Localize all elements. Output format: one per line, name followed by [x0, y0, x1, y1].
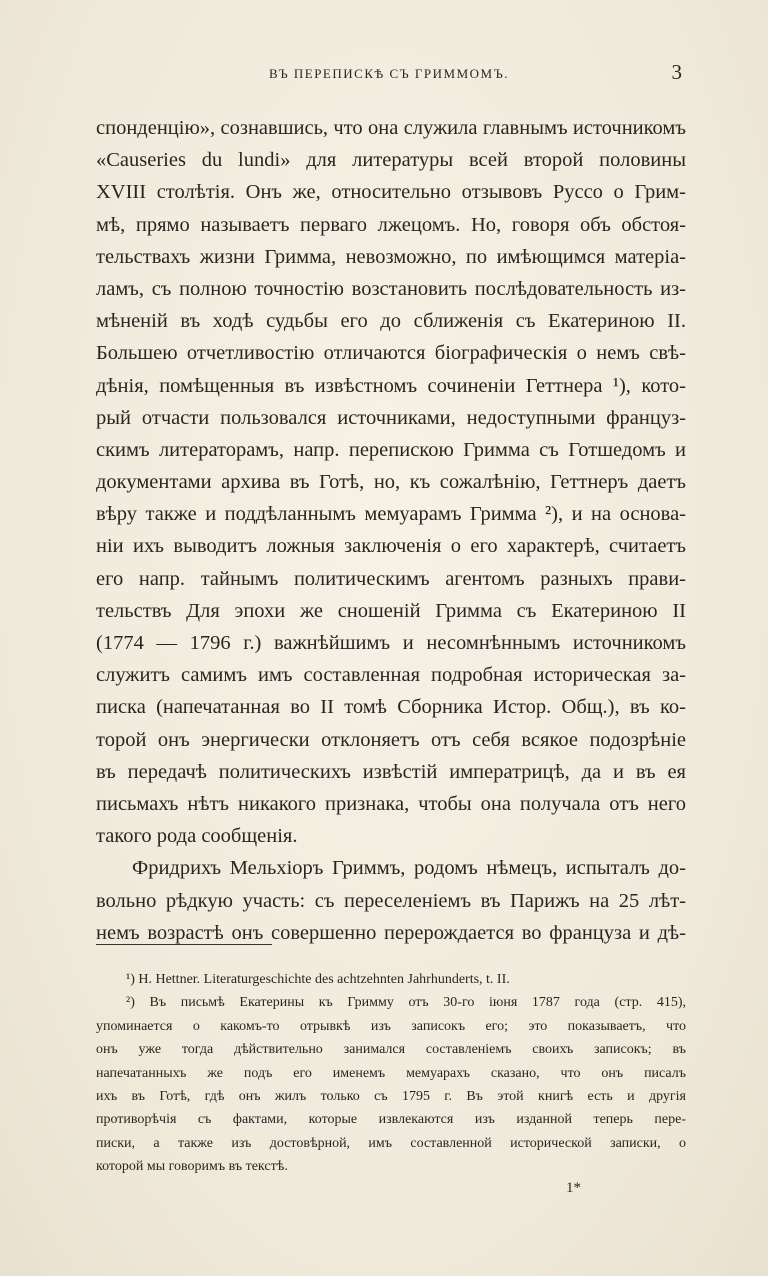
text-line: Большею отчетливостію отличаются біографическія о немъ свѣ- [96, 342, 686, 365]
text-line: немъ возрастѣ онъ совершенно перерождается во француза и дѣ- [96, 921, 686, 944]
text-line: тельствахъ жизни Гримма, невозможно, по имѣющимся матеріа- [96, 245, 686, 268]
text-line: въ передачѣ политическихъ извѣстій императрицѣ, да и въ ея [96, 760, 686, 783]
footnote-line: напечатанныхъ же подъ его именемъ мемуарахъ сказано, что онъ писалъ [96, 1065, 686, 1081]
footnote-line: которой мы говоримъ въ текстѣ. [96, 1159, 288, 1175]
footnote-line: писки, а также изъ достовѣрной, имъ составленной исторической записки, о [96, 1135, 686, 1151]
page-number: 3 [671, 60, 682, 84]
text-line: ламъ, съ полною точностію возстановить послѣдовательность из- [96, 277, 686, 300]
page-header [96, 60, 682, 90]
text-line: такого рода сообщенія. [96, 825, 298, 848]
footnote-line: онъ уже тогда дѣйствительно занимался составленіемъ своихъ записокъ; въ [96, 1042, 686, 1058]
text-line: дѣнія, помѣщенныя въ извѣстномъ сочиненіи Геттнера ¹), кото- [96, 374, 686, 397]
text-line: торой онъ энергически отклоняетъ отъ себя всякое подозрѣніе [96, 728, 686, 751]
text-line: документами архива въ Готѣ, но, къ сожалѣнію, Геттнеръ даетъ [96, 471, 686, 494]
text-line: письмахъ нѣтъ никакого признака, чтобы она получала отъ него [96, 792, 686, 815]
text-line: спонденцію», сознавшись, что она служила главнымъ источникомъ [96, 117, 686, 139]
footnote-line: ихъ въ Готѣ, гдѣ онъ жилъ только съ 1795 г. Въ этой книгѣ есть и другія [96, 1088, 686, 1104]
text-line: скимъ литераторамъ, напр. перепискою Гримма съ Готшедомъ и [96, 438, 686, 461]
text-line: писка (напечатанная во II томѣ Сборника Истор. Общ.), въ ко- [96, 696, 686, 719]
text-line: Фридрихъ Мельхіоръ Гриммъ, родомъ нѣмецъ, испыталъ до- [132, 857, 686, 880]
body-text [96, 112, 686, 949]
footnote-line: ²) Въ письмѣ Екатерины къ Гримму отъ 30-го іюня 1787 года (стр. 415), [126, 995, 686, 1011]
footnote-line: ¹) H. Hettner. Literaturgeschichte des achtzehnten Jahrhunderts, t. II. [126, 972, 510, 987]
footnote-line: упоминается о какомъ-то отрывкѣ изъ записокъ его; это показываетъ, что [96, 1018, 686, 1034]
text-line: мѣненій въ ходѣ судьбы его до сближенія съ Екатериною II. [96, 310, 686, 333]
text-line: рый отчасти пользовался источниками, недоступными француз- [96, 406, 686, 429]
footnote-divider [96, 944, 272, 945]
text-line: его напр. тайнымъ политическимъ агентомъ разныхъ прави- [96, 567, 686, 590]
text-line: мѣ, прямо называетъ перваго лжецомъ. Но, говоря объ обстоя- [96, 213, 686, 236]
text-line: вольно рѣдкую участь: съ переселеніемъ въ Парижъ на 25 лѣт- [96, 889, 686, 912]
text-line: XVIII столѣтія. Онъ же, относительно отзывовъ Руссо о Грим- [96, 181, 686, 204]
text-line: «Causeries du lundi» для литературы всей второй половины [96, 149, 686, 172]
text-line: (1774 — 1796 г.) важнѣйшимъ и несомнѣннымъ источникомъ [96, 632, 686, 654]
footnotes [96, 968, 686, 1179]
text-line: ніи ихъ выводитъ ложныя заключенія о его характерѣ, считаетъ [96, 535, 686, 558]
text-line: тельствъ Для эпохи же сношеній Гримма съ Екатериною II [96, 599, 686, 622]
footnote-line: противорѣчія съ фактами, которые извлекаются изъ изданной теперь пере- [96, 1112, 686, 1128]
running-head: ВЪ ПЕРЕПИСКѢ СЪ ГРИММОМЪ. [268, 66, 510, 81]
text-line: служитъ самимъ имъ составленная подробная историческая за- [96, 664, 686, 687]
signature-mark: 1* [566, 1180, 581, 1196]
text-line: вѣру также и поддѣланнымъ мемуарамъ Гримма ²), и на основа- [96, 503, 686, 526]
